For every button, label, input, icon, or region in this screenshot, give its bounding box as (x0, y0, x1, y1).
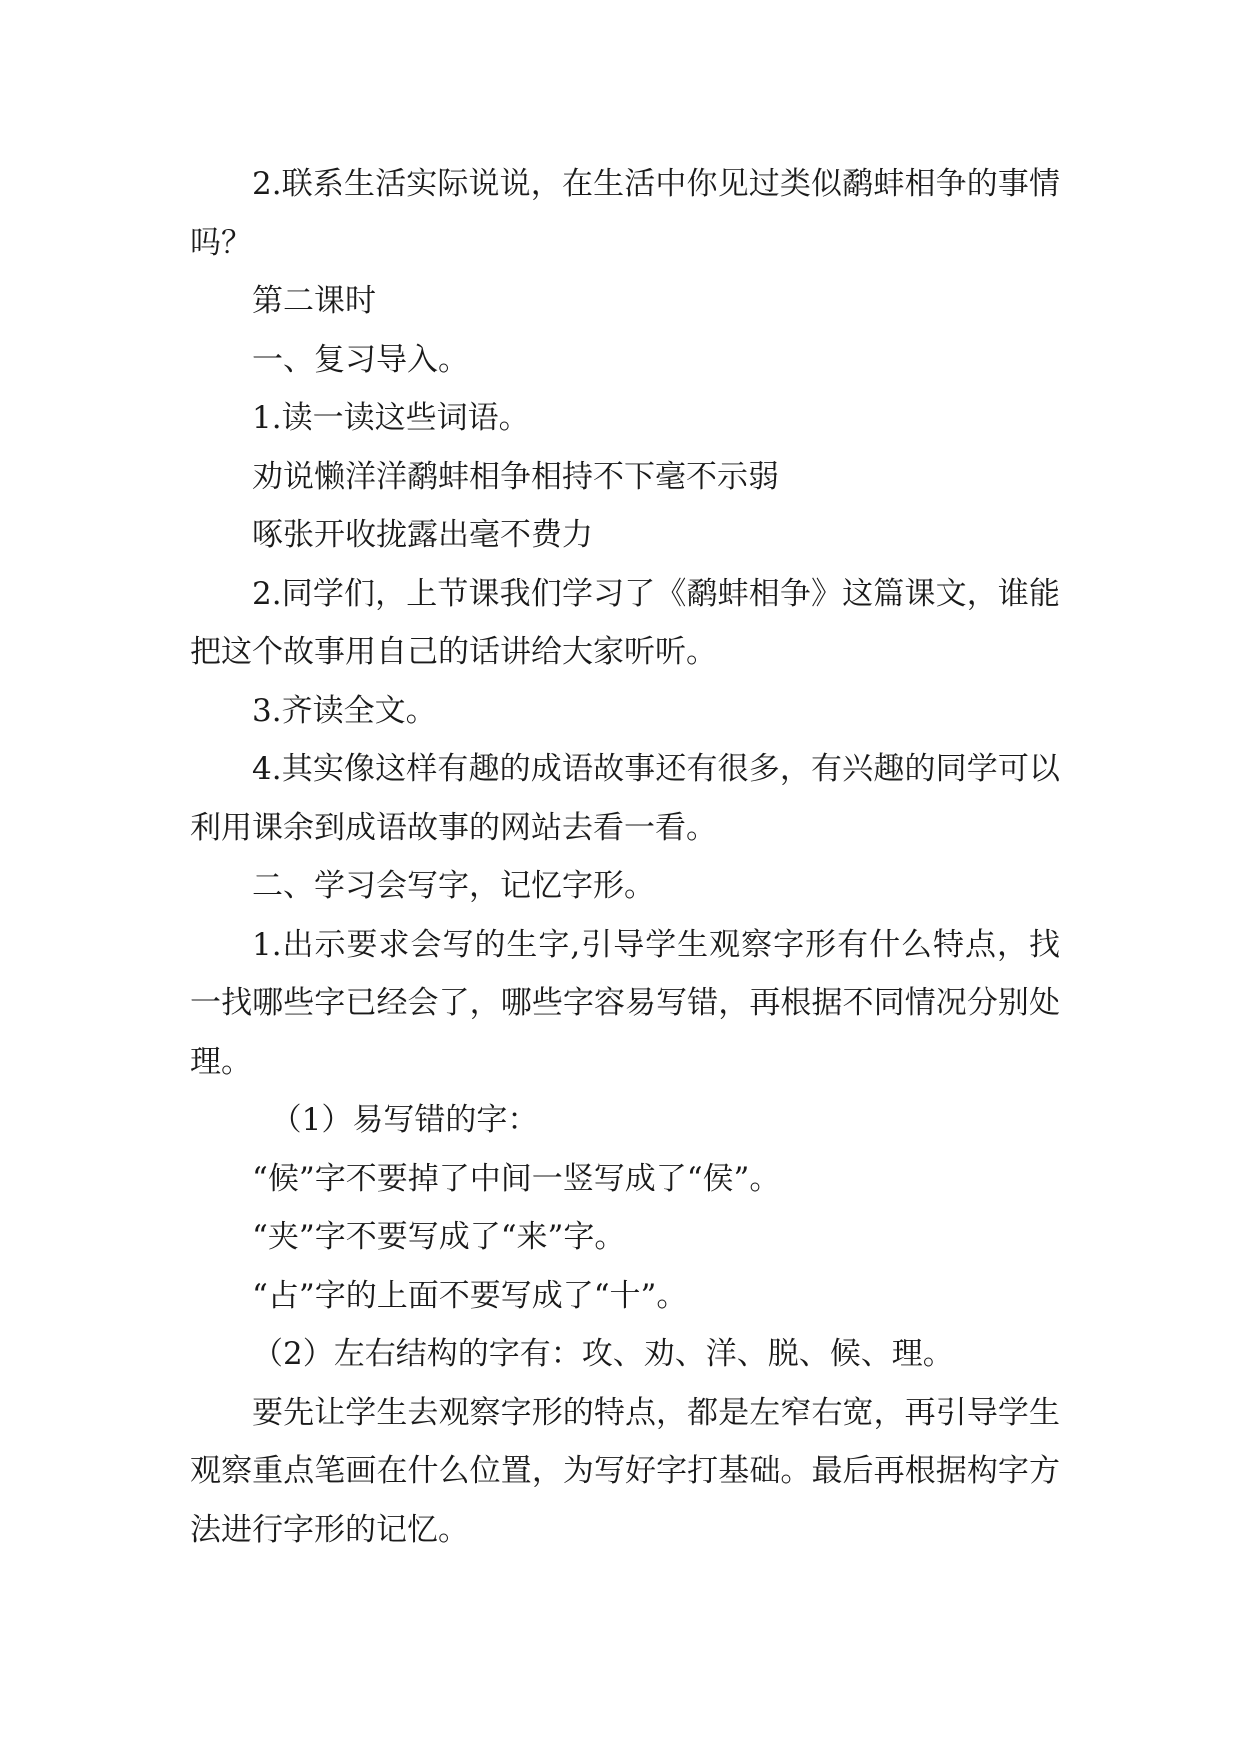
note-character-zhan: “占”字的上面不要写成了“十”。 (252, 1277, 688, 1314)
note-character-jia: “夹”字不要写成了“来”字。 (252, 1219, 626, 1255)
document-body (190, 155, 1060, 1559)
paragraph-discussion-question: 2.联系生活实际说说，在生活中你见过类似鹬蚌相争的事情吗？ (190, 166, 1060, 261)
word-list-line-2: 啄张开收拢露出毫不费力 (252, 517, 593, 553)
section-heading-second-lesson: 第二课时 (252, 283, 376, 319)
word-list-line-1: 劝说懒洋洋鹬蚌相争相持不下毫不示弱 (252, 458, 779, 495)
paragraph-observe-strokes: 要先让学生去观察字形的特点，都是左窄右宽，再引导学生观察重点笔画在什么位置，为写好字打基础。最后再根据构字方法进行字形的记忆。 (190, 1394, 1060, 1548)
subheading-left-right-structure: （2）左右结构的字有：攻、劝、洋、脱、候、理。 (252, 1336, 954, 1372)
paragraph-more-idioms: 4.其实像这样有趣的成语故事还有很多，有兴趣的同学可以利用课余到成语故事的网站去看一看。 (190, 751, 1060, 846)
paragraph-read-words: 1.读一读这些词语。 (252, 400, 530, 436)
heading-learn-characters: 二、学习会写字，记忆字形。 (252, 868, 655, 904)
paragraph-read-aloud: 3.齐读全文。 (252, 692, 437, 729)
paragraph-retell-story: 2.同学们，上节课我们学习了《鹬蚌相争》这篇课文，谁能把这个故事用自己的话讲给大家听听。 (190, 575, 1060, 670)
paragraph-show-characters: 1.出示要求会写的生字,引导学生观察字形有什么特点，找一找哪些字已经会了，哪些字容易写错，再根据不同情况分别处理。 (190, 926, 1060, 1080)
heading-review-intro: 一、复习导入。 (252, 341, 469, 378)
subheading-error-prone: （1）易写错的字： (270, 1102, 539, 1138)
note-character-hou: “候”字不要掉了中间一竖写成了“侯”。 (252, 1160, 781, 1197)
